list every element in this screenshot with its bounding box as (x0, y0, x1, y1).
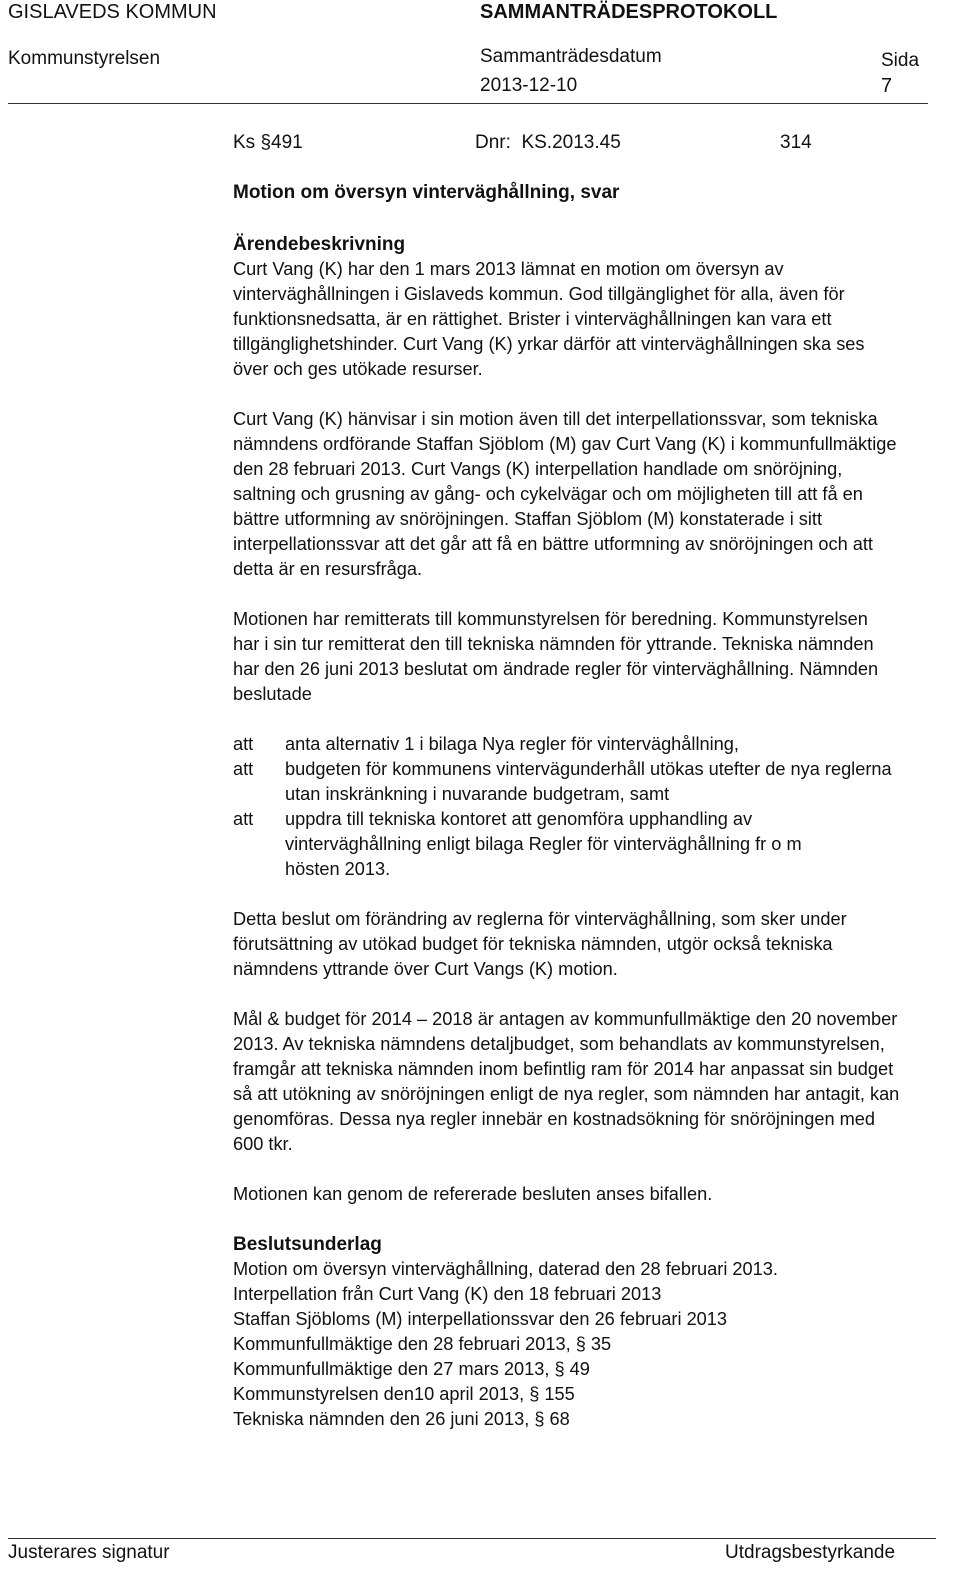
paragraph-6 (233, 1182, 960, 1207)
text-line: detta är en resursfråga. (233, 559, 423, 579)
text-line: utan inskränkning i nuvarande budgetram, samt (285, 784, 670, 804)
text-line: funktionsnedsatta, är en rättighet. Brister i vinterväghållningen kan vara ett (233, 309, 832, 329)
text-line: över och ges utökade resurser. (233, 359, 483, 379)
page-title: Motion om översyn vinterväghållning, svar (233, 182, 620, 203)
header-rule (8, 103, 928, 104)
section-heading-description: Ärendebeskrivning (233, 234, 406, 255)
list-item: Interpellation från Curt Vang (K) den 18 februari 2013 (233, 1284, 662, 1304)
section-heading-basis: Beslutsunderlag (233, 1234, 382, 1255)
date-label: Sammanträdesdatum (480, 46, 662, 67)
list-item: Tekniska nämnden den 26 juni 2013, § 68 (233, 1409, 570, 1429)
text-line: den 28 februari 2013. Curt Vangs (K) interpellation handlade om snöröjning, (233, 459, 843, 479)
case-dnr: Dnr: KS.2013.45 (475, 132, 621, 153)
paragraph-3 (233, 607, 960, 707)
text-line: Detta beslut om förändring av reglerna för vinterväghållning, som sker under (233, 909, 847, 929)
decision-item-text (285, 807, 960, 882)
list-item: Kommunfullmäktige den 28 februari 2013, § 35 (233, 1334, 612, 1354)
meeting-date: 2013-12-10 (480, 75, 578, 96)
text-line: 600 tkr. (233, 1134, 293, 1154)
footer-rule (8, 1538, 936, 1539)
text-line: nämndens ordförande Staffan Sjöblom (M) gav Curt Vang (K) i kommunfullmäktige (233, 434, 897, 454)
paragraph-1 (233, 257, 960, 382)
decision-item (233, 807, 960, 882)
text-line: 2013. Av tekniska nämndens detaljbudget, som behandlats av kommunstyrelsen, (233, 1034, 885, 1054)
text-line: har i sin tur remitterat den till tekniska nämnden för yttrande. Tekniska nämnden (233, 634, 874, 654)
paragraph-2 (233, 407, 960, 582)
text-line: Curt Vang (K) har den 1 mars 2013 lämnat en motion om översyn av (233, 259, 784, 279)
list-item: Kommunfullmäktige den 27 mars 2013, § 49 (233, 1359, 590, 1379)
text-line: beslutade (233, 684, 312, 704)
decision-item (233, 757, 960, 807)
text-line: Motionen har remitterats till kommunstyrelsen för beredning. Kommunstyrelsen (233, 609, 868, 629)
text-line: har den 26 juni 2013 beslutat om ändrade regler för vinterväghållning. Nämnden (233, 659, 879, 679)
text-line: Mål & budget för 2014 – 2018 är antagen av kommunfullmäktige den 20 november (233, 1009, 898, 1029)
case-paragraph: Ks §491 (233, 132, 303, 153)
text-line: tillgänglighetshinder. Curt Vang (K) yrkar därför att vinterväghållningen ska ses (233, 334, 865, 354)
att-label: att (233, 759, 254, 779)
text-line: förutsättning av utökad budget för tekniska nämnden, utgör också tekniska (233, 934, 833, 954)
att-label: att (233, 734, 254, 754)
signature-label: Justerares signatur (8, 1542, 170, 1563)
text-line: genomföras. Dessa nya regler innebär en kostnadsökning för snöröjningen med (233, 1109, 875, 1129)
text-line: Motionen kan genom de refererade besluten anses bifallen. (233, 1184, 713, 1204)
text-line: budgeten för kommunens vintervägunderhåll utökas utefter de nya reglerna (285, 759, 892, 779)
municipality-name: GISLAVEDS KOMMUN (8, 1, 217, 23)
certification-label: Utdragsbestyrkande (725, 1542, 896, 1563)
text-line: nämndens yttrande över Curt Vangs (K) motion. (233, 959, 618, 979)
board-name: Kommunstyrelsen (8, 48, 161, 69)
decision-item-text (285, 757, 960, 807)
page-number: 7 (881, 75, 893, 97)
text-line: interpellationssvar att det går att få en bättre utformning av snöröjningen och att (233, 534, 873, 554)
case-description (233, 232, 960, 1432)
text-line: så att utökning av snöröjningen enligt de nya regler, som nämnden har antagit, kan (233, 1084, 900, 1104)
paragraph-4 (233, 907, 960, 982)
text-line: framgår att tekniska nämnden inom befintlig ram för 2014 har anpassat sin budget (233, 1059, 894, 1079)
list-item: Motion om översyn vinterväghållning, daterad den 28 februari 2013. (233, 1259, 778, 1279)
text-line: vinterväghållningen i Gislaveds kommun. God tillgänglighet för alla, även för (233, 284, 845, 304)
text-line: hösten 2013. (285, 859, 391, 879)
document-type: SAMMANTRÄDESPROTOKOLL (480, 1, 778, 23)
text-line: uppdra till tekniska kontoret att genomföra upphandling av (285, 809, 753, 829)
list-item: Kommunstyrelsen den10 april 2013, § 155 (233, 1384, 575, 1404)
basis-list (233, 1257, 960, 1432)
decision-item (233, 732, 960, 757)
text-line: anta alternativ 1 i bilaga Nya regler för vinterväghållning, (285, 734, 739, 754)
text-line: bättre utformning av snöröjningen. Staffan Sjöblom (M) konstaterade i sitt (233, 509, 823, 529)
case-number: 314 (780, 132, 812, 153)
text-line: Curt Vang (K) hänvisar i sin motion även till det interpellationssvar, som tekniska (233, 409, 878, 429)
att-label: att (233, 809, 254, 829)
list-item: Staffan Sjöbloms (M) interpellationssvar den 26 februari 2013 (233, 1309, 728, 1329)
paragraph-5 (233, 1007, 960, 1157)
decision-list (233, 732, 960, 882)
text-line: saltning och grusning av gång- och cykelvägar och om möjligheten till att få en (233, 484, 863, 504)
text-line: vinterväghållning enligt bilaga Regler för vinterväghållning fr o m (285, 834, 802, 854)
page-label: Sida (881, 50, 920, 71)
decision-item-text (285, 732, 960, 757)
